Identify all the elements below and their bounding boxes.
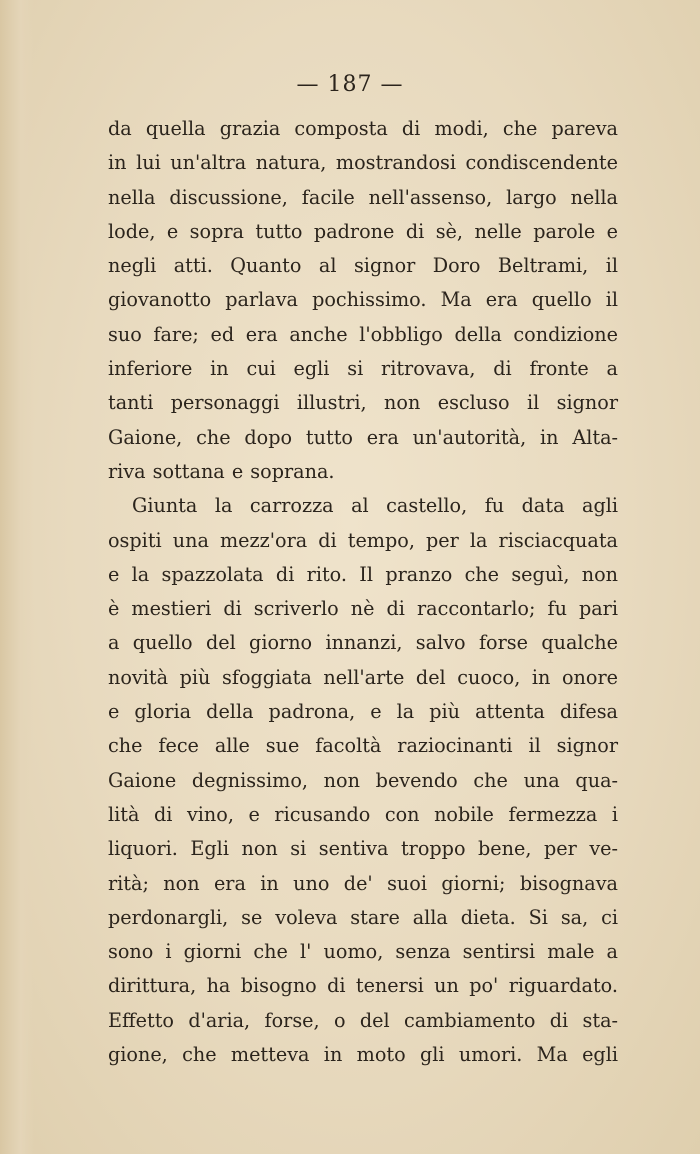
text-line: gione, che metteva in moto gli umori. Ma egli bbox=[108, 1043, 618, 1067]
body-text bbox=[108, 112, 618, 1072]
text-line: in lui un'altra natura, mostrandosi condiscendente bbox=[108, 151, 618, 175]
text-line: lode, e sopra tutto padrone di sè, nelle parole e bbox=[108, 219, 618, 243]
text-line: ospiti una mezz'ora di tempo, per la risciacquata bbox=[108, 528, 618, 552]
text-line: a quello del giorno innanzi, salvo forse qualche bbox=[108, 631, 618, 655]
text-line: e gloria della padrona, e la più attenta difesa bbox=[108, 700, 618, 724]
text-line: perdonargli, se voleva stare alla dieta. Si sa, ci bbox=[108, 905, 618, 929]
text-line: tanti personaggi illustri, non escluso il signor bbox=[108, 391, 618, 415]
text-line: e la spazzolata di rito. Il pranzo che seguì, non bbox=[108, 562, 618, 586]
text-line: che fece alle sue facoltà raziocinanti il signor bbox=[108, 734, 618, 758]
text-line: sono i giorni che l' uomo, senza sentirsi male a bbox=[108, 940, 618, 964]
text-line: suo fare; ed era anche l'obbligo della condizione bbox=[108, 322, 618, 346]
text-line: inferiore in cui egli si ritrovava, di fronte a bbox=[108, 357, 618, 381]
text-line: lità di vino, e ricusando con nobile fermezza i bbox=[108, 802, 618, 826]
text-line: dirittura, ha bisogno di tenersi un po' riguardato. bbox=[108, 974, 618, 998]
text-line: liquori. Egli non si sentiva troppo bene, per ve- bbox=[108, 837, 618, 861]
text-line: rità; non era in uno de' suoi giorni; bisognava bbox=[108, 871, 618, 895]
page-number: — 187 — bbox=[296, 72, 404, 97]
text-line: Gaione degnissimo, non bevendo che una qua- bbox=[108, 768, 618, 792]
paragraph-end-line: riva sottana e soprana. bbox=[108, 459, 335, 483]
text-line: nella discussione, facile nell'assenso, largo nella bbox=[108, 185, 618, 209]
text-line: negli atti. Quanto al signor Doro Beltrami, il bbox=[108, 254, 618, 278]
page-gutter bbox=[0, 0, 34, 1154]
text-line: giovanotto parlava pochissimo. Ma era quello il bbox=[108, 288, 618, 312]
text-line: Effetto d'aria, forse, o del cambiamento di sta- bbox=[108, 1008, 618, 1032]
text-line: novità più sfoggiata nell'arte del cuoco, in onore bbox=[108, 665, 618, 689]
text-line: Gaione, che dopo tutto era un'autorità, in Alta- bbox=[108, 425, 618, 449]
text-line: è mestieri di scriverlo nè di raccontarlo; fu pari bbox=[108, 597, 618, 621]
paragraph-start-line: Giunta la carrozza al castello, fu data agli bbox=[132, 494, 618, 518]
text-line: da quella grazia composta di modi, che pareva bbox=[108, 117, 618, 140]
